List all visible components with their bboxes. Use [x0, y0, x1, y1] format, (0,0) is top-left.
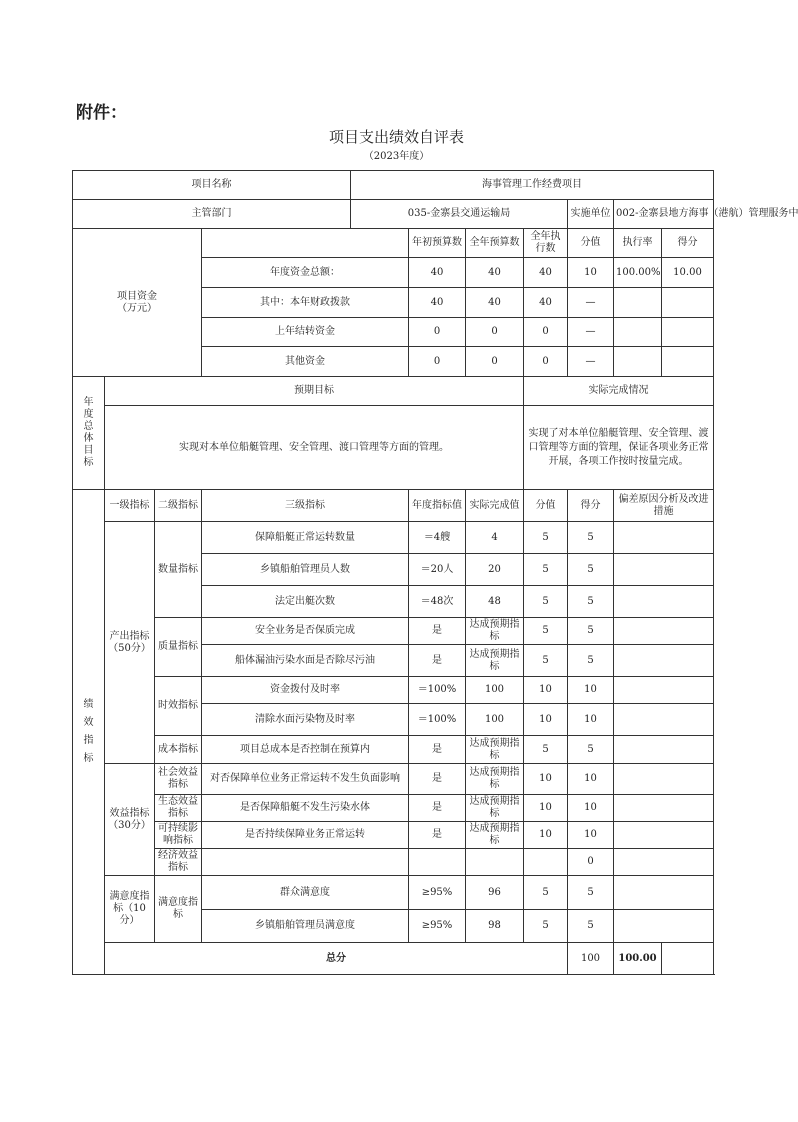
funds-cell: — — [568, 347, 614, 377]
perf-row — [73, 677, 714, 704]
perf-row — [73, 764, 714, 795]
level2-ecological: 生态效益指标 — [155, 795, 202, 822]
note-value — [614, 618, 714, 645]
funds-cell: 10.00 — [662, 258, 714, 288]
score-value: 5 — [524, 645, 568, 677]
evaluation-table — [72, 170, 798, 975]
score-value: 10 — [524, 764, 568, 795]
got-value: 10 — [568, 677, 614, 704]
level2-quantity: 数量指标 — [155, 522, 202, 618]
score-value: 5 — [524, 586, 568, 618]
target-value: ＝4艘 — [409, 522, 466, 554]
score-value — [524, 849, 568, 876]
actual-value: 20 — [466, 554, 524, 586]
expected-goal-text: 实现对本单位船艇管理、安全管理、渡口管理等方面的管理。 — [105, 406, 524, 490]
funds-cell — [614, 347, 662, 377]
note-value — [614, 586, 714, 618]
funds-cell: 40 — [409, 258, 466, 288]
got-value: 5 — [568, 736, 614, 764]
funds-header: 执行率 — [614, 229, 662, 258]
note-value — [614, 645, 714, 677]
funds-cell: — — [568, 288, 614, 318]
level3-name: 安全业务是否保质完成 — [202, 618, 409, 645]
note-value — [614, 910, 714, 943]
dept-value: 035-金寨县交通运输局 — [351, 200, 568, 229]
perf-row — [73, 522, 714, 554]
funds-cell: 40 — [524, 258, 568, 288]
perf-header: 三级指标 — [202, 490, 409, 522]
level3-name: 清除水面污染物及时率 — [202, 704, 409, 736]
goals-header-row — [73, 377, 714, 406]
funds-cell — [614, 288, 662, 318]
target-value: 是 — [409, 736, 466, 764]
target-value: ＝48次 — [409, 586, 466, 618]
perf-header: 年度指标值 — [409, 490, 466, 522]
score-value: 5 — [524, 618, 568, 645]
level3-name: 资金拨付及时率 — [202, 677, 409, 704]
note-value — [614, 704, 714, 736]
got-value: 10 — [568, 822, 614, 849]
target-value: 是 — [409, 795, 466, 822]
perf-row — [73, 876, 714, 910]
actual-value: 4 — [466, 522, 524, 554]
actual-goal-text: 实现了对本单位船艇管理、安全管理、渡口管理等方面的管理，保证各项业务正常开展，各项工作按时按量完成。 — [524, 406, 714, 490]
level2-cost: 成本指标 — [155, 736, 202, 764]
note-value — [614, 554, 714, 586]
note-value — [614, 876, 714, 910]
attachment-label: 附件： — [76, 103, 127, 123]
funds-cell: 40 — [466, 288, 524, 318]
target-value: 是 — [409, 618, 466, 645]
funds-cell: 0 — [466, 318, 524, 347]
level1-satisfaction: 满意度指 标（10分） — [105, 876, 155, 943]
score-value: 10 — [524, 677, 568, 704]
got-value: 5 — [568, 876, 614, 910]
department-row — [73, 200, 714, 229]
target-value: ＝100% — [409, 677, 466, 704]
level2-timeliness: 时效指标 — [155, 677, 202, 736]
level1-output: 产出指标 （50分） — [105, 522, 155, 764]
got-value: 5 — [568, 522, 614, 554]
note-value — [614, 736, 714, 764]
target-value: ＝20人 — [409, 554, 466, 586]
got-value: 10 — [568, 704, 614, 736]
actual-value: 达成预期指标 — [466, 645, 524, 677]
perf-header: 得分 — [568, 490, 614, 522]
perf-row — [73, 795, 714, 822]
project-name-value: 海事管理工作经费项目 — [351, 171, 714, 200]
funds-header: 全年执行数 — [524, 229, 568, 258]
funds-cell: 0 — [409, 347, 466, 377]
expected-goal-header: 预期目标 — [105, 377, 524, 406]
funds-header: 得分 — [662, 229, 714, 258]
actual-value: 达成预期指标 — [466, 736, 524, 764]
total-score: 100 — [568, 943, 614, 975]
level3-name: 项目总成本是否控制在预算内 — [202, 736, 409, 764]
total-note — [662, 943, 714, 975]
note-value — [614, 522, 714, 554]
actual-value — [466, 849, 524, 876]
perf-label-text: 绩效指标 — [83, 699, 94, 764]
goals-label-text: 年度总体目标 — [83, 397, 94, 468]
level3-name: 是否保障船艇不发生污染水体 — [202, 795, 409, 822]
total-label: 总分 — [105, 943, 568, 975]
perf-header: 实际完成值 — [466, 490, 524, 522]
page-title: 项目支出绩效自评表 — [328, 128, 464, 146]
funds-cell — [662, 288, 714, 318]
funds-header-blank — [202, 229, 409, 258]
actual-value: 100 — [466, 677, 524, 704]
target-value: 是 — [409, 822, 466, 849]
level3-name: 乡镇船舶管理员人数 — [202, 554, 409, 586]
score-value: 5 — [524, 522, 568, 554]
funds-cell: 40 — [524, 288, 568, 318]
goals-content-row — [73, 406, 714, 490]
note-value — [614, 795, 714, 822]
got-value: 0 — [568, 849, 614, 876]
funds-label: 项目资金 （万元） — [73, 229, 202, 377]
impl-value: 002-金寨县地方海事（港航）管理服务中 — [614, 200, 714, 229]
perf-header: 分值 — [524, 490, 568, 522]
actual-value: 达成预期指标 — [466, 618, 524, 645]
funds-header: 年初预算数 — [409, 229, 466, 258]
level3-name: 保障船艇正常运转数量 — [202, 522, 409, 554]
level1-benefit: 效益指标 （30分） — [105, 764, 155, 876]
got-value: 5 — [568, 618, 614, 645]
funds-cell: 40 — [466, 258, 524, 288]
level2-sustainable: 可持续影响指标 — [155, 822, 202, 849]
score-value: 5 — [524, 876, 568, 910]
level2-economic: 经济效益指标 — [155, 849, 202, 876]
target-value: 是 — [409, 645, 466, 677]
project-name-row — [73, 171, 714, 200]
funds-cell: 0 — [524, 318, 568, 347]
funds-header-row — [73, 229, 714, 258]
project-name-label: 项目名称 — [73, 171, 351, 200]
funds-row-label: 年度资金总额： — [202, 258, 409, 288]
dept-label: 主管部门 — [73, 200, 351, 229]
perf-header-row — [73, 490, 714, 522]
actual-value: 达成预期指标 — [466, 822, 524, 849]
score-value: 5 — [524, 736, 568, 764]
got-value: 5 — [568, 645, 614, 677]
got-value: 5 — [568, 554, 614, 586]
funds-cell: 100.00% — [614, 258, 662, 288]
perf-header: 二级指标 — [155, 490, 202, 522]
score-value: 10 — [524, 822, 568, 849]
got-value: 10 — [568, 764, 614, 795]
funds-header: 全年预算数 — [466, 229, 524, 258]
funds-cell: — — [568, 318, 614, 347]
level3-name: 乡镇船舶管理员满意度 — [202, 910, 409, 943]
funds-cell: 10 — [568, 258, 614, 288]
level3-name: 群众满意度 — [202, 876, 409, 910]
note-value — [614, 822, 714, 849]
perf-header: 偏差原因分析及改进措施 — [614, 490, 714, 522]
note-value — [614, 764, 714, 795]
score-value: 10 — [524, 704, 568, 736]
target-value — [409, 849, 466, 876]
actual-value: 96 — [466, 876, 524, 910]
funds-cell: 40 — [409, 288, 466, 318]
year-subtitle: （2023年度） — [363, 151, 430, 162]
funds-cell: 0 — [466, 347, 524, 377]
level2-social: 社会效益指标 — [155, 764, 202, 795]
perf-row — [73, 618, 714, 645]
goals-label — [73, 377, 105, 490]
level3-name — [202, 849, 409, 876]
perf-header: 一级指标 — [105, 490, 155, 522]
got-value: 5 — [568, 586, 614, 618]
note-value — [614, 849, 714, 876]
actual-value: 98 — [466, 910, 524, 943]
funds-row-label: 上年结转资金 — [202, 318, 409, 347]
target-value: ≥95% — [409, 910, 466, 943]
level3-name: 是否持续保障业务正常运转 — [202, 822, 409, 849]
funds-cell — [662, 347, 714, 377]
perf-row — [73, 736, 714, 764]
actual-value: 达成预期指标 — [466, 764, 524, 795]
perf-label — [73, 490, 105, 975]
funds-cell — [662, 318, 714, 347]
target-value: ≥95% — [409, 876, 466, 910]
level2-satisfaction: 满意度指标 — [155, 876, 202, 943]
actual-goal-header: 实际完成情况 — [524, 377, 714, 406]
funds-cell — [614, 318, 662, 347]
score-value: 5 — [524, 910, 568, 943]
note-value — [614, 677, 714, 704]
actual-value: 100 — [466, 704, 524, 736]
level3-name: 法定出艇次数 — [202, 586, 409, 618]
impl-label: 实施单位 — [568, 200, 614, 229]
funds-cell: 0 — [409, 318, 466, 347]
level3-name: 对否保障单位业务正常运转不发生负面影响 — [202, 764, 409, 795]
funds-row-label: 其中：本年财政拨款 — [202, 288, 409, 318]
target-value: ＝100% — [409, 704, 466, 736]
funds-cell: 0 — [524, 347, 568, 377]
actual-value: 达成预期指标 — [466, 795, 524, 822]
level2-quality: 质量指标 — [155, 618, 202, 677]
score-value: 5 — [524, 554, 568, 586]
got-value: 5 — [568, 910, 614, 943]
target-value: 是 — [409, 764, 466, 795]
total-row — [73, 943, 714, 975]
perf-row — [73, 849, 714, 876]
perf-row — [73, 822, 714, 849]
funds-header: 分值 — [568, 229, 614, 258]
actual-value: 48 — [466, 586, 524, 618]
total-got: 100.00 — [614, 943, 662, 975]
score-value: 10 — [524, 795, 568, 822]
level3-name: 船体漏油污染水面是否除尽污油 — [202, 645, 409, 677]
funds-row-label: 其他资金 — [202, 347, 409, 377]
got-value: 10 — [568, 795, 614, 822]
